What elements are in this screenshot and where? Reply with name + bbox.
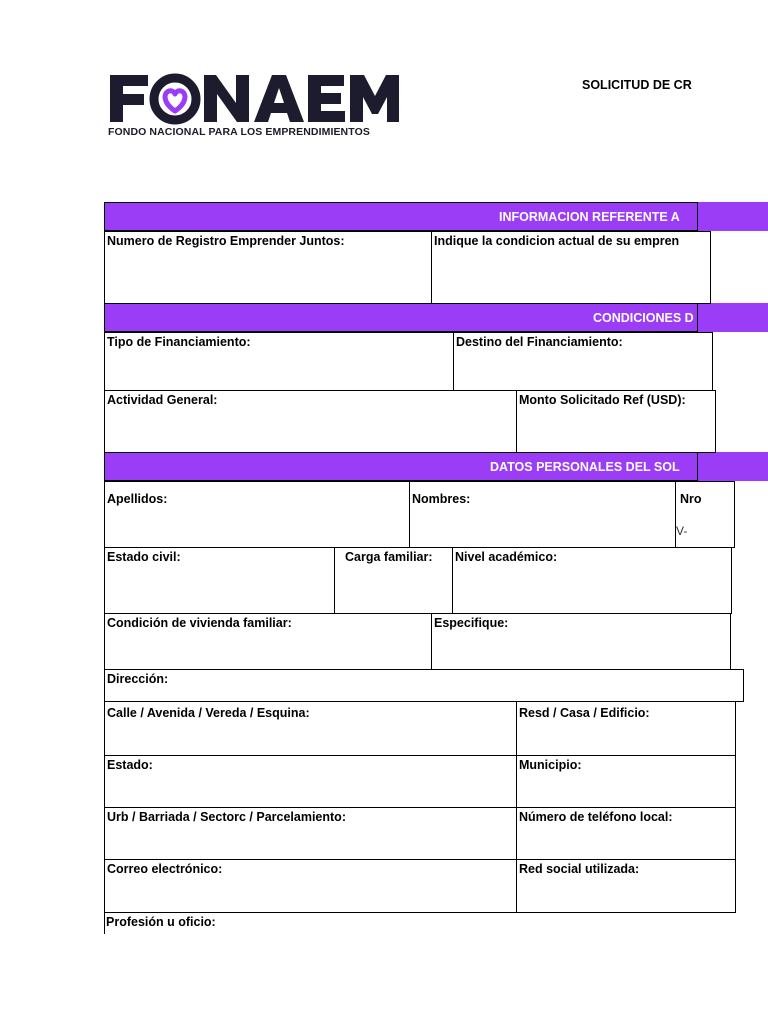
- field-label: Tipo de Financiamiento:: [107, 335, 251, 349]
- band-extension: [698, 303, 768, 332]
- nombres-field[interactable]: [409, 481, 676, 548]
- field-label: Numero de Registro Emprender Juntos:: [107, 234, 345, 248]
- field-label: Carga familiar:: [345, 550, 433, 564]
- direccion-header: [104, 669, 744, 702]
- field-label: Estado civil:: [107, 550, 181, 564]
- field-label: Monto Solicitado Ref (USD):: [519, 393, 686, 407]
- carga-familiar-field[interactable]: [334, 547, 453, 614]
- field-label: Nivel académico:: [455, 550, 558, 564]
- condicion-field[interactable]: [431, 231, 711, 304]
- band-extension: [698, 452, 768, 481]
- urb-field[interactable]: [104, 807, 517, 860]
- section-title: INFORMACION REFERENTE A: [499, 210, 680, 224]
- field-label: Red social utilizada:: [519, 862, 640, 876]
- monto-solicitado-field[interactable]: [516, 390, 716, 453]
- field-label: Apellidos:: [107, 492, 168, 506]
- field-label: Estado:: [107, 758, 153, 772]
- field-label: Municipio:: [519, 758, 582, 772]
- divider: [104, 912, 698, 913]
- nro-field[interactable]: [675, 481, 735, 548]
- field-label: Condición de vivienda familiar:: [107, 616, 292, 630]
- id-prefix-value: V-: [676, 524, 688, 538]
- registro-field[interactable]: [104, 231, 432, 304]
- field-label: Dirección:: [107, 672, 169, 686]
- section-header-info: [104, 202, 698, 231]
- estado-civil-field[interactable]: [104, 547, 335, 614]
- section-header-conditions: [104, 303, 698, 332]
- nivel-academico-field[interactable]: [452, 547, 732, 614]
- tipo-financiamiento-field[interactable]: [104, 332, 454, 391]
- divider: [104, 912, 105, 934]
- section-title: DATOS PERSONALES DEL SOL: [490, 460, 680, 474]
- especifique-field[interactable]: [431, 613, 731, 670]
- field-label: Número de teléfono local:: [519, 810, 673, 824]
- field-label: Indique la condicion actual de su empren: [434, 234, 680, 248]
- correo-field[interactable]: [104, 859, 517, 913]
- profesion-label: Profesión u oficio:: [106, 915, 216, 929]
- vivienda-field[interactable]: [104, 613, 432, 670]
- red-social-field[interactable]: [516, 859, 736, 913]
- calle-field[interactable]: [104, 701, 517, 756]
- logo-subtitle: FONDO NACIONAL PARA LOS EMPRENDIMIENTOS: [108, 126, 370, 138]
- field-label: Nro: [680, 492, 702, 506]
- field-label: Correo electrónico:: [107, 862, 223, 876]
- section-header-personal: [104, 452, 698, 481]
- estado-field[interactable]: [104, 755, 517, 808]
- field-label: Resd / Casa / Edificio:: [519, 706, 650, 720]
- field-label: Calle / Avenida / Vereda / Esquina:: [107, 706, 310, 720]
- resd-field[interactable]: [516, 701, 736, 756]
- document-title: SOLICITUD DE CR: [582, 78, 692, 92]
- apellidos-field[interactable]: [104, 481, 410, 548]
- field-label: Urb / Barriada / Sectorc / Parcelamiento:: [107, 810, 346, 824]
- actividad-general-field[interactable]: [104, 390, 517, 453]
- field-label: Especifique:: [434, 616, 509, 630]
- municipio-field[interactable]: [516, 755, 736, 808]
- telefono-field[interactable]: [516, 807, 736, 860]
- destino-financiamiento-field[interactable]: [453, 332, 713, 391]
- field-label: Actividad General:: [107, 393, 218, 407]
- section-title: CONDICIONES D: [593, 311, 694, 325]
- field-label: Nombres:: [412, 492, 471, 506]
- field-label: Destino del Financiamiento:: [456, 335, 623, 349]
- band-extension: [698, 202, 768, 231]
